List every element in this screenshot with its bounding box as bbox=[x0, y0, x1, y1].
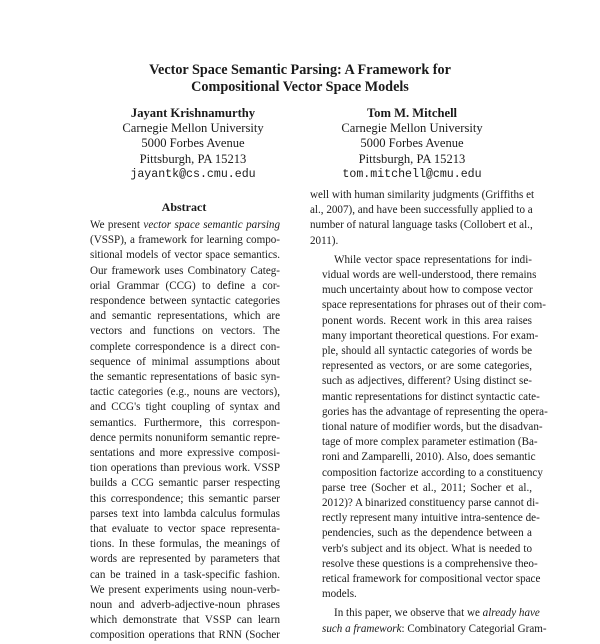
intro-column bbox=[310, 188, 548, 637]
text-line: mantic representations for distinct syntactic cate- bbox=[322, 390, 540, 403]
abstract-line: and CCG's tight coupling of syntax and bbox=[90, 401, 280, 414]
text-line: In this paper, we observe that we already have bbox=[334, 607, 540, 620]
abstract-line: complete correspondence is a direct con- bbox=[90, 340, 280, 353]
abstract-line: sentations and more expressive composi- bbox=[90, 447, 280, 460]
text-line: pendencies, such as the dependence between a bbox=[322, 527, 532, 540]
author-address-2: Pittsburgh, PA 15213 bbox=[358, 151, 466, 166]
abstract-line: Our framework uses Combinatory Categ- bbox=[90, 264, 280, 277]
text-line: gories has the advantage of representing the opera- bbox=[322, 405, 548, 418]
abstract-line: noun and adverb-adjective-noun phrases bbox=[90, 599, 280, 612]
author-address-1: 5000 Forbes Avenue bbox=[360, 136, 464, 151]
text-line: well with human similarity judgments (Griffiths et bbox=[310, 189, 535, 201]
abstract-line: sitional models of vector space semantics. bbox=[90, 249, 280, 262]
text-line: parse tree (Socher et al., 2011; Socher et al., bbox=[322, 481, 532, 494]
text-line: retical framework for compositional vector space bbox=[322, 573, 541, 586]
abstract-line: tion operations than previous work. VSSP bbox=[90, 462, 280, 475]
author-email: jayantk@cs.cmu.edu bbox=[130, 167, 256, 181]
abstract-line: We present experiments using noun-verb- bbox=[90, 583, 280, 596]
text-line: number of natural language tasks (Collobert et al., bbox=[310, 219, 533, 232]
abstract-line: composition operations that RNN (Socher bbox=[90, 629, 280, 642]
abstract-line: We present vector space semantic parsing bbox=[90, 219, 281, 231]
title-line-2: Compositional Vector Space Models bbox=[191, 78, 409, 95]
abstract-line: semantics. Furthermore, this correspon- bbox=[90, 416, 280, 429]
author-email: tom.mitchell@cmu.edu bbox=[342, 167, 482, 181]
author-affiliation: Carnegie Mellon University bbox=[122, 121, 264, 136]
text-line: While vector space representations for indi- bbox=[334, 253, 532, 266]
paragraph-3 bbox=[310, 606, 547, 636]
text-line: vidual words are well-understood, there remains bbox=[322, 269, 537, 282]
text-line: roni and Zamparelli, 2010). Also, does semantic bbox=[322, 451, 536, 464]
abstract-line: (VSSP), a framework for learning compo- bbox=[90, 234, 280, 247]
abstract-line: can be trained in a task-specific fashion. bbox=[90, 568, 280, 581]
author-address-2: Pittsburgh, PA 15213 bbox=[139, 151, 247, 166]
text-line: resolve these questions is a comprehensive theo- bbox=[322, 557, 538, 570]
text-line: 2012)? A binarized constituency parse cannot di- bbox=[322, 497, 539, 510]
abstract-line: tactic categories (e.g., nouns are vectors), bbox=[90, 386, 280, 399]
paragraph-1 bbox=[310, 188, 535, 249]
abstract-body bbox=[90, 218, 280, 644]
author-name: Tom M. Mitchell bbox=[366, 106, 458, 120]
abstract-heading: Abstract bbox=[161, 200, 207, 214]
abstract-line: vectors and functions on vectors. The bbox=[90, 325, 280, 338]
author-affiliation: Carnegie Mellon University bbox=[341, 121, 483, 136]
author-block-2 bbox=[292, 106, 532, 182]
text-line: many important theoretical questions. For exam- bbox=[322, 329, 539, 342]
text-line: 2011). bbox=[310, 234, 339, 247]
text-line: models. bbox=[322, 588, 357, 601]
author-name: Jayant Krishnamurthy bbox=[130, 106, 256, 120]
text-line: composition factorize according to a constituency bbox=[322, 466, 543, 479]
abstract-line: the semantic representations of basic syn- bbox=[90, 371, 280, 384]
text-line: much uncertainty about how to compose vector bbox=[322, 284, 533, 297]
author-address-1: 5000 Forbes Avenue bbox=[141, 136, 245, 151]
abstract-line: sequence of minimal assumptions about bbox=[90, 355, 280, 368]
abstract-line: tions. In these formulas, the meanings of bbox=[90, 538, 280, 551]
paragraph-2 bbox=[310, 253, 548, 603]
text-line: such as adjectives, different? Using distinct se- bbox=[322, 375, 532, 388]
text-line: represented as vectors, or are some categories, bbox=[322, 360, 532, 373]
text-line: space representations for phrases out of their com- bbox=[322, 299, 546, 312]
abstract-line: dence permits nonuniform semantic repre- bbox=[90, 431, 280, 444]
text-line: tional nature of modifier words, but the disadvan- bbox=[322, 421, 543, 434]
text-line: such a framework: Combinatory Categorial Gram- bbox=[322, 622, 547, 635]
abstract-line: words are represented by parameters that bbox=[90, 553, 280, 566]
text-line: al., 2007), and have been successfully applied to a bbox=[310, 204, 533, 217]
abstract-line: orial Grammar (CCG) to define a cor- bbox=[90, 279, 280, 292]
abstract-line: builds a CCG semantic parser respecting bbox=[90, 477, 280, 490]
abstract-line: which demonstrate that VSSP can learn bbox=[90, 614, 280, 627]
text-line: rectly represent many intuitive intra-sentence de- bbox=[322, 512, 540, 525]
abstract-line: parses text into lambda calculus formulas bbox=[90, 507, 280, 520]
title-line-1: Vector Space Semantic Parsing: A Framework for bbox=[149, 62, 451, 78]
abstract-line: that evaluate to vector space representa- bbox=[90, 523, 280, 536]
author-block-1 bbox=[73, 106, 313, 182]
paper-title bbox=[0, 62, 600, 95]
text-line: ple, should all syntactic categories of words be bbox=[322, 345, 532, 358]
abstract-line: this correspondence; this semantic parser bbox=[90, 492, 280, 505]
text-line: verb's subject and its object. What is needed to bbox=[322, 542, 532, 555]
abstract-line: and semantic representations, which are bbox=[90, 310, 280, 323]
text-line: tage of more complex parameter estimation (Ba- bbox=[322, 436, 538, 449]
text-line: ponent words. Recent work in this area raises bbox=[322, 314, 532, 327]
abstract-line: respondence between syntactic categories bbox=[90, 295, 280, 308]
